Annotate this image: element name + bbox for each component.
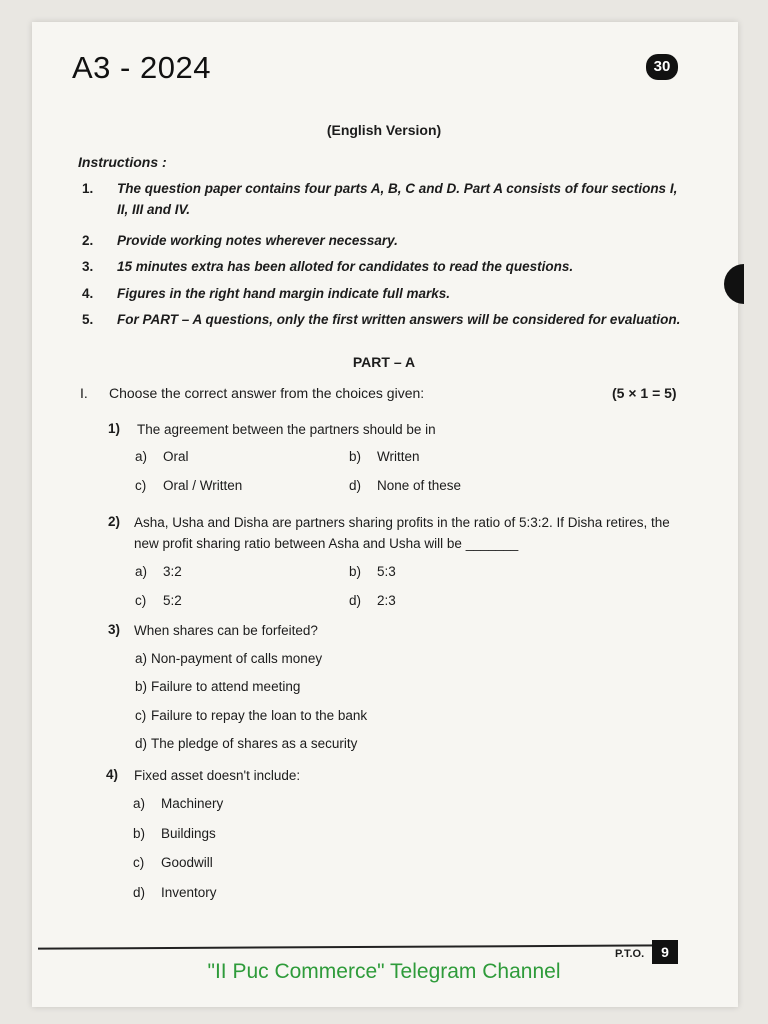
option-label: c) — [135, 478, 147, 493]
question-text: Asha, Usha and Disha are partners sharing profits in the ratio of 5:3:2. If Disha retires, the new profit sharing ratio between Asha and Usha will be _______ — [134, 515, 670, 551]
option-text: Buildings — [161, 826, 216, 841]
part-a-title: PART – A — [352, 354, 416, 370]
section-heading: Choose the correct answer from the choices given: — [109, 385, 425, 401]
instructions-heading: Instructions : — [78, 154, 167, 170]
option-text: 3:2 — [163, 564, 182, 579]
option-text: 2:3 — [377, 593, 396, 608]
option-text: Inventory — [161, 885, 217, 900]
option — [133, 826, 216, 841]
option — [135, 564, 182, 579]
option-label: a) — [135, 564, 148, 579]
option-label: d) — [135, 736, 148, 751]
option — [133, 796, 223, 811]
version-title: (English Version) — [326, 122, 442, 138]
question-text: The agreement between the partners should be in — [137, 422, 436, 437]
option-text: Oral / Written — [163, 478, 243, 493]
instruction-number: 4. — [82, 286, 94, 301]
option-text: 5:3 — [377, 564, 396, 579]
question-number: 4) — [106, 767, 119, 782]
instruction-number: 1. — [82, 181, 94, 196]
option — [135, 679, 300, 694]
section-marks: (5 × 1 = 5) — [612, 385, 677, 401]
question-number: 2) — [108, 514, 121, 529]
instruction-text: For PART – A questions, only the first written answers will be considered for evaluation. — [117, 312, 681, 327]
option — [135, 593, 182, 608]
option — [349, 564, 396, 579]
option-text: Failure to attend meeting — [151, 679, 301, 694]
option — [135, 736, 357, 751]
option — [135, 651, 322, 666]
page-number: 9 — [652, 940, 678, 964]
option-label: a) — [135, 651, 148, 666]
option-text: The pledge of shares as a security — [151, 736, 358, 751]
instruction-text: 15 minutes extra has been alloted for candidates to read the questions. — [117, 259, 574, 274]
option — [135, 708, 367, 723]
instruction-number: 2. — [82, 233, 94, 248]
option — [349, 593, 396, 608]
option-text: Failure to repay the loan to the bank — [151, 708, 368, 723]
option-text: Goodwill — [161, 855, 213, 870]
option-label: a) — [133, 796, 146, 811]
option-label: c) — [135, 593, 147, 608]
option-label: b) — [349, 564, 362, 579]
option-label: b) — [349, 449, 362, 464]
option-text: Written — [377, 449, 420, 464]
option-label: c) — [133, 855, 145, 870]
option-label: b) — [133, 826, 146, 841]
option — [133, 855, 213, 870]
instruction-text: The question paper contains four parts A, B, C and D. Part A consists of four sections I, II, III and IV. — [117, 181, 678, 217]
option-label: d) — [133, 885, 146, 900]
option — [133, 885, 217, 900]
option-text: 5:2 — [163, 593, 182, 608]
paper-code: A3 - 2024 — [72, 50, 211, 85]
option-label: a) — [135, 449, 148, 464]
channel-watermark: "II Puc Commerce" Telegram Channel — [207, 960, 561, 983]
instruction-number: 5. — [82, 312, 94, 327]
option-text: Non-payment of calls money — [151, 651, 323, 666]
option-text: Oral — [163, 449, 189, 464]
option — [349, 449, 420, 464]
instruction-text: Figures in the right hand margin indicate full marks. — [117, 286, 451, 301]
page-badge: 30 — [646, 54, 678, 80]
instruction-number: 3. — [82, 259, 94, 274]
instruction-text: Provide working notes wherever necessary. — [117, 233, 398, 248]
question-number: 3) — [108, 622, 121, 637]
option-label: d) — [349, 478, 362, 493]
option-label: d) — [349, 593, 362, 608]
option-label: c) — [135, 708, 147, 723]
question-text: Fixed asset doesn't include: — [134, 768, 301, 783]
option-text: Machinery — [161, 796, 224, 811]
section-number: I. — [80, 385, 88, 401]
option-label: b) — [135, 679, 148, 694]
option — [349, 478, 461, 493]
pto-label: P.T.O. — [615, 948, 645, 960]
question-text: When shares can be forfeited? — [134, 623, 318, 638]
option — [135, 449, 189, 464]
option-text: None of these — [377, 478, 462, 493]
question-number: 1) — [108, 421, 121, 436]
option — [135, 478, 242, 493]
